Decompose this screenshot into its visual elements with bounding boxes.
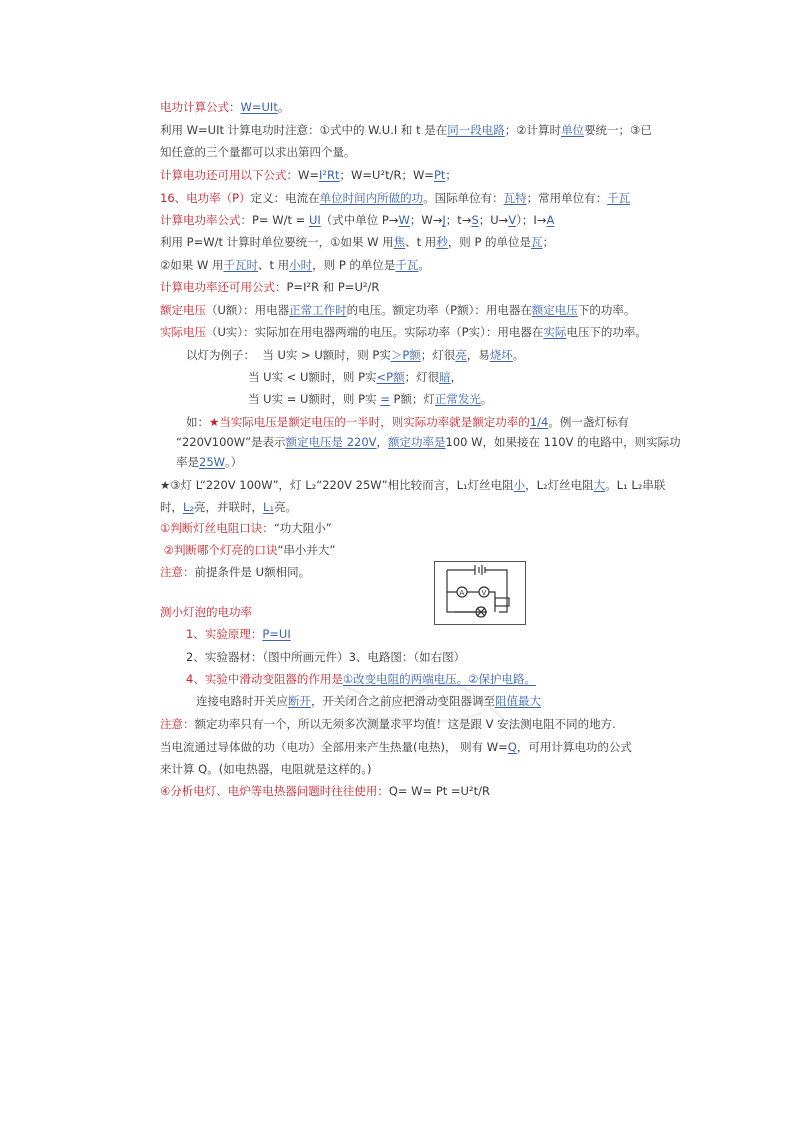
line-15: 如：★当实际电压是额定电压的一半时，则实际功率就是额定功率的1/4。例一盏灯标有: [186, 415, 629, 429]
line-13: 当 U实 < U额时，则 P实<P额；灯很暗，: [248, 370, 463, 384]
line-6: 计算电功率公式：P= W/t = UI（式中单位 P→W；W→J；t→S；U→V）；I→A: [160, 213, 555, 227]
line-17: 率是25W。）: [176, 455, 243, 469]
line-12: 以灯为例子： 当 U实 > U额时，则 P实＞P额；灯很亮，易烧坏。: [186, 348, 525, 362]
line-29: 当电流通过导体做的功（电功）全部用来产生热量(电热)， 则有 W=Q，可用计算电功的公式: [160, 740, 632, 754]
line-23: 测小灯泡的电功率: [160, 605, 252, 619]
line-14: 当 U实 = U额时，则 P实 = P额；灯正常发光。: [248, 392, 493, 406]
line-11: 实际电压（U实）：实际加在用电器两端的电压。实际功率（P实）：用电器在实际电压下的功率。: [160, 325, 647, 339]
line-19: 时，L₂亮，并联时，L₁亮。: [160, 500, 298, 514]
line-22: 注意：前提条件是 U额相同。: [160, 565, 311, 579]
line-1: 电功计算公式：W=UIt。: [160, 100, 290, 114]
ammeter-label: A: [459, 589, 465, 597]
line-9: 计算电功率还可用公式：P=I²R 和 P=U²/R: [160, 280, 380, 294]
line-16: “220V100W”是表示额定电压是 220V，额定功率是100 W，如果接在 110V 的电路中，则实际功: [176, 435, 681, 449]
voltmeter-label: V: [481, 589, 487, 597]
line-28: 注意：额定功率只有一个，所以无须多次测量求平均值！这是跟 V 安法测电阻不同的地方.: [160, 717, 616, 731]
line-26: 4、实验中滑动变阻器的作用是①改变电阻的两端电压。②保护电路。: [186, 672, 536, 686]
line-3: 知任意的三个量都可以求出第四个量。: [160, 145, 356, 159]
line-4: 计算电功还可用以下公式：W=I²Rt；W=U²t/R；W=Pt；: [160, 168, 457, 182]
line-18: ★③灯 L“220V 100W”，灯 L₂“220V 25W”相比较而言，L₁灯丝电阻小，L₂灯丝电阻大。L₁ L₂串联: [160, 478, 666, 492]
line-8: ②如果 W 用千瓦时、t 用小时，则 P 的单位是千瓦。: [160, 258, 430, 272]
line-20: ①判断灯丝电阻口诀：“功大阻小”: [160, 521, 332, 535]
line-27: 连接电路时开关应断开，开关闭合之前应把滑动变阻器调至阻值最大: [196, 694, 541, 708]
circuit-drawing: [435, 562, 525, 624]
circuit-diagram: [434, 561, 526, 625]
line-21: ②判断哪个灯亮的口诀“串小并大”: [163, 543, 336, 557]
line-7: 利用 P=W/t 计算时单位要统一，①如果 W 用焦、t 用秒，则 P 的单位是瓦；: [160, 235, 555, 249]
line-31: ④分析电灯、电炉等电热器问题时往往使用：Q= W= Pt =U²t/R: [160, 784, 490, 798]
line-25: 2、实验器材：（图中所画元件）3、电路图：（如右图）: [186, 650, 466, 664]
line-2: 利用 W=UIt 计算电功时注意：①式中的 W.U.I 和 t 是在同一段电路；②计算时单位要统一；③已: [160, 123, 652, 137]
line-5: 16、电功率（P）定义：电流在单位时间内所做的功。国际单位有：瓦特；常用单位有：千瓦: [160, 191, 631, 205]
line-24: 1、实验原理：P=UI: [186, 627, 291, 641]
line-10: 额定电压（U额）：用电器正常工作时的电压。额定功率（P额）：用电器在额定电压下的功率。: [160, 303, 636, 317]
line-30: 来计算 Q。(如电热器，电阻就是这样的。): [160, 762, 372, 776]
